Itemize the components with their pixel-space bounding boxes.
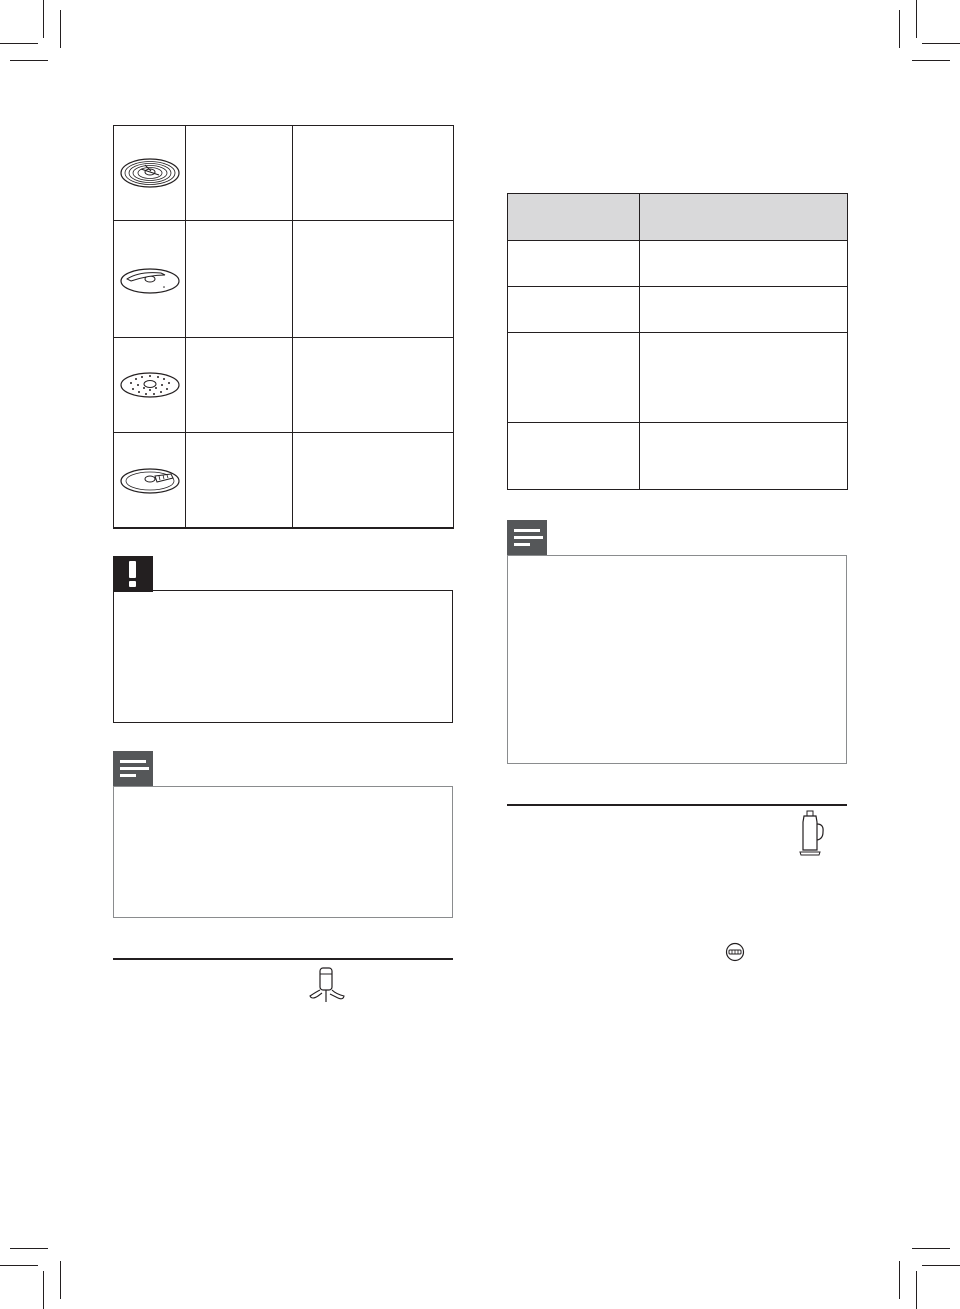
disc-name <box>186 126 293 221</box>
kneading-disc-icon <box>119 155 181 191</box>
note-box <box>113 786 453 918</box>
crop-mark <box>60 10 61 48</box>
table-cell <box>640 333 848 423</box>
crop-mark <box>10 60 48 61</box>
disc-use <box>293 126 454 221</box>
spec-table <box>507 193 848 490</box>
table-row <box>508 241 848 287</box>
disc-use <box>293 433 454 528</box>
note-tab <box>507 520 547 556</box>
disc-use <box>293 221 454 338</box>
crop-mark <box>43 0 44 38</box>
table-row <box>114 338 454 433</box>
disc-image-cell <box>114 338 186 433</box>
table-header <box>640 194 848 241</box>
crop-mark <box>60 1261 61 1299</box>
disc-image-cell <box>114 126 186 221</box>
table-cell <box>640 423 848 490</box>
slicing-disc-icon <box>119 261 181 297</box>
table-cell <box>508 423 640 490</box>
crop-mark <box>916 0 917 38</box>
caution-box <box>113 590 453 723</box>
crop-mark <box>43 1271 44 1309</box>
exclamation-icon <box>113 556 153 592</box>
crop-mark <box>899 1261 900 1299</box>
grating-disc-icon <box>119 367 181 403</box>
table-row <box>508 333 848 423</box>
crop-mark <box>0 1265 38 1266</box>
table-header <box>508 194 640 241</box>
caution-tab <box>113 556 153 592</box>
table-header-row <box>508 194 848 241</box>
disc-image-cell <box>114 221 186 338</box>
crop-mark <box>10 1248 48 1249</box>
crop-mark <box>0 43 38 44</box>
note-tab <box>113 751 153 787</box>
note-box <box>507 555 847 764</box>
table-row <box>114 221 454 338</box>
table-cell <box>508 333 640 423</box>
table-row <box>114 433 454 528</box>
table-cell <box>508 287 640 333</box>
pulse-button-icon <box>725 942 745 962</box>
crop-mark <box>912 1248 950 1249</box>
disc-image-cell <box>114 433 186 528</box>
note-icon <box>507 520 547 556</box>
crop-mark <box>916 1271 917 1309</box>
crop-mark <box>912 60 950 61</box>
table-cell <box>508 241 640 287</box>
disc-use <box>293 338 454 433</box>
crop-mark <box>922 1265 960 1266</box>
table-row <box>508 423 848 490</box>
note-text <box>114 787 452 799</box>
section-rule <box>507 804 847 806</box>
crop-mark <box>899 10 900 48</box>
crop-mark <box>922 43 960 44</box>
table-cell <box>640 287 848 333</box>
disc-name <box>186 221 293 338</box>
disc-name <box>186 338 293 433</box>
chopping-blade-icon <box>306 966 348 1006</box>
note-text <box>508 556 846 568</box>
disc-name <box>186 433 293 528</box>
table-row <box>114 126 454 221</box>
table-row <box>508 287 848 333</box>
caution-text <box>114 591 452 603</box>
disc-table <box>113 125 454 529</box>
blender-jar-icon <box>793 810 829 858</box>
section-rule <box>113 958 453 960</box>
julienne-disc-icon <box>119 462 181 498</box>
table-cell <box>640 241 848 287</box>
note-icon <box>113 751 153 787</box>
